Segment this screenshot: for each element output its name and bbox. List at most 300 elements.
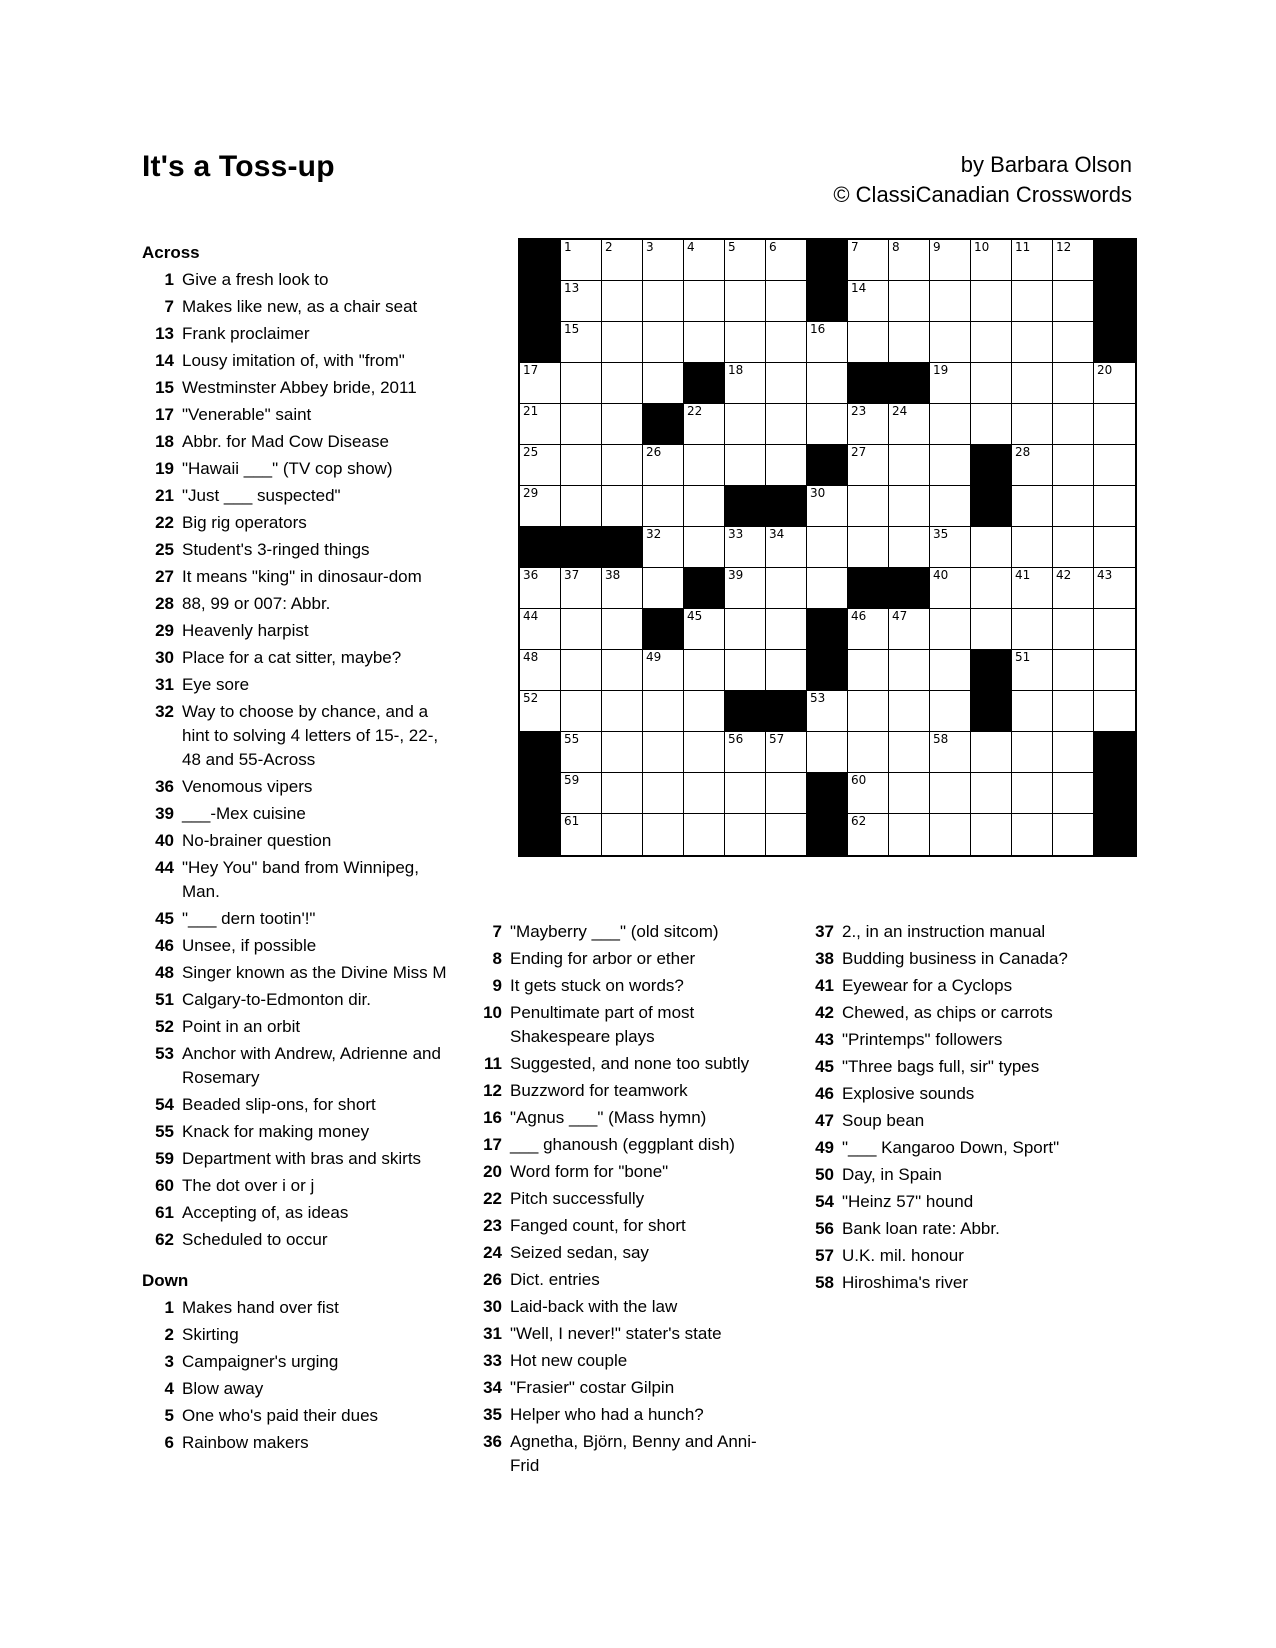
clue-number: 28 [155,594,174,613]
clue-item [470,1079,780,1103]
cell-number: 1 [564,240,572,254]
grid-cell[interactable] [725,240,766,281]
grid-cell[interactable] [602,322,643,363]
grid-cell[interactable] [766,568,807,609]
grid-cell[interactable] [971,814,1012,855]
grid-cell[interactable] [1053,486,1094,527]
grid-cell[interactable] [520,404,561,445]
grid-cell[interactable] [725,281,766,322]
grid-cell[interactable] [1053,363,1094,404]
grid-cell[interactable] [930,609,971,650]
cell-number: 4 [687,240,695,254]
grid-cell[interactable] [643,281,684,322]
clue-number: 29 [155,621,174,640]
grid-cell[interactable] [602,404,643,445]
cell-number: 58 [933,732,949,746]
grid-cell[interactable] [930,281,971,322]
grid-cell[interactable] [684,773,725,814]
grid-cell[interactable] [930,404,971,445]
cell-number: 35 [933,527,949,541]
grid-cell[interactable] [930,568,971,609]
clue-number: 24 [483,1243,502,1262]
grid-cell[interactable] [643,363,684,404]
grid-cell[interactable] [684,486,725,527]
clue-number: 40 [155,831,174,850]
cell-number: 41 [1015,568,1031,582]
cell-number: 2 [605,240,613,254]
grid-cell[interactable] [889,527,930,568]
grid-block [807,773,848,814]
across-clue-list [142,268,452,1252]
clue-text: No-brainer question [182,831,332,850]
grid-cell[interactable] [1012,609,1053,650]
grid-cell[interactable] [1012,322,1053,363]
grid-cell[interactable] [889,609,930,650]
cell-number: 20 [1097,363,1113,377]
clue-number: 45 [815,1057,834,1076]
grid-cell[interactable] [1012,486,1053,527]
grid-cell[interactable] [602,650,643,691]
grid-cell[interactable] [602,240,643,281]
grid-cell[interactable] [1094,486,1135,527]
grid-cell[interactable] [766,404,807,445]
grid-cell[interactable] [1053,814,1094,855]
grid-block [807,650,848,691]
grid-cell[interactable] [725,445,766,486]
grid-cell[interactable] [643,486,684,527]
grid-cell[interactable] [520,650,561,691]
grid-cell[interactable] [1053,773,1094,814]
grid-cell[interactable] [643,814,684,855]
grid-cell[interactable] [807,732,848,773]
clue-text: "Agnus ___" (Mass hymn) [510,1108,707,1127]
grid-cell[interactable] [643,691,684,732]
grid-cell[interactable] [602,609,643,650]
grid-cell[interactable] [602,773,643,814]
grid-cell[interactable] [766,445,807,486]
grid-cell[interactable] [807,486,848,527]
grid-cell[interactable] [684,322,725,363]
grid-block [643,404,684,445]
grid-cell[interactable] [725,363,766,404]
clue-text: Singer known as the Divine Miss M [182,963,447,982]
grid-cell[interactable] [1094,404,1135,445]
clue-number: 11 [484,1054,502,1073]
grid-cell[interactable] [1094,363,1135,404]
grid-cell[interactable] [602,281,643,322]
grid-cell[interactable] [766,363,807,404]
grid-cell[interactable] [602,363,643,404]
grid-cell[interactable] [520,568,561,609]
clue-number: 52 [155,1017,174,1036]
grid-cell[interactable] [807,363,848,404]
grid-cell[interactable] [520,486,561,527]
grid-cell[interactable] [889,281,930,322]
grid-cell[interactable] [684,691,725,732]
grid-cell[interactable] [930,240,971,281]
grid-cell[interactable] [1012,691,1053,732]
clue-number: 39 [155,804,174,823]
grid-cell[interactable] [930,732,971,773]
grid-cell[interactable] [889,486,930,527]
clue-text: Rainbow makers [182,1433,309,1452]
grid-cell[interactable] [1053,609,1094,650]
grid-cell[interactable] [1094,445,1135,486]
grid-cell[interactable] [725,814,766,855]
cell-number: 48 [523,650,539,664]
clue-number: 51 [155,990,174,1009]
grid-cell[interactable] [848,773,889,814]
clue-number: 22 [155,513,174,532]
grid-cell[interactable] [520,363,561,404]
grid-cell[interactable] [971,568,1012,609]
grid-cell[interactable] [848,527,889,568]
cell-number: 55 [564,732,580,746]
grid-cell[interactable] [602,814,643,855]
cell-number: 51 [1015,650,1031,664]
grid-cell[interactable] [1053,691,1094,732]
grid-cell[interactable] [1012,568,1053,609]
grid-cell[interactable] [684,732,725,773]
grid-cell[interactable] [725,527,766,568]
grid-cell[interactable] [684,609,725,650]
grid-cell[interactable] [1053,404,1094,445]
grid-cell[interactable] [766,814,807,855]
grid-cell[interactable] [602,486,643,527]
grid-cell[interactable] [1053,568,1094,609]
grid-cell[interactable] [971,363,1012,404]
grid-block [520,773,561,814]
clue-column-right [802,920,1102,1298]
grid-cell[interactable] [971,773,1012,814]
grid-cell[interactable] [561,691,602,732]
grid-cell[interactable] [725,732,766,773]
grid-cell[interactable] [561,404,602,445]
grid-cell[interactable] [725,568,766,609]
clue-item [142,1042,452,1090]
grid-cell[interactable] [684,814,725,855]
grid-cell[interactable] [848,650,889,691]
grid-cell[interactable] [1012,814,1053,855]
grid-cell[interactable] [684,445,725,486]
grid-cell[interactable] [807,404,848,445]
clue-item [470,1052,780,1076]
clue-text: Laid-back with the law [510,1297,678,1316]
grid-cell[interactable] [561,363,602,404]
grid-cell[interactable] [643,322,684,363]
clue-text: Seized sedan, say [510,1243,649,1262]
grid-cell[interactable] [930,691,971,732]
clue-number: 17 [483,1135,502,1154]
cell-number: 17 [523,363,539,377]
grid-cell[interactable] [1012,240,1053,281]
down-clue-list-part1 [142,1296,452,1455]
grid-cell[interactable] [561,650,602,691]
grid-cell[interactable] [766,773,807,814]
grid-cell[interactable] [766,650,807,691]
clue-text: Agnetha, Björn, Benny and Anni-Frid [510,1432,757,1475]
grid-block [1094,773,1135,814]
cell-number: 43 [1097,568,1113,582]
cell-number: 24 [892,404,908,418]
clue-number: 37 [815,922,834,941]
clue-number: 32 [155,702,174,721]
grid-cell[interactable] [1053,732,1094,773]
grid-cell[interactable] [1053,445,1094,486]
grid-cell[interactable] [1094,650,1135,691]
grid-cell[interactable] [602,445,643,486]
clue-number: 23 [483,1216,502,1235]
clue-text: "Just ___ suspected" [182,486,341,505]
clue-text: Makes like new, as a chair seat [182,297,418,316]
grid-cell[interactable] [848,281,889,322]
grid-cell[interactable] [766,281,807,322]
clue-text: Dict. entries [510,1270,600,1289]
clue-number: 13 [155,324,174,343]
grid-cell[interactable] [930,322,971,363]
grid-cell[interactable] [561,322,602,363]
grid-cell[interactable] [561,773,602,814]
clue-text: Makes hand over fist [182,1298,339,1317]
grid-cell[interactable] [848,691,889,732]
grid-cell[interactable] [643,732,684,773]
clue-number: 41 [815,976,834,995]
grid-cell[interactable] [971,732,1012,773]
grid-cell[interactable] [1012,527,1053,568]
clue-number: 62 [155,1230,174,1249]
grid-cell[interactable] [889,322,930,363]
grid-cell[interactable] [561,814,602,855]
grid-cell[interactable] [1053,322,1094,363]
grid-cell[interactable] [1012,445,1053,486]
clue-number: 43 [815,1030,834,1049]
grid-cell[interactable] [643,527,684,568]
grid-block [848,568,889,609]
grid-cell[interactable] [971,281,1012,322]
grid-cell[interactable] [848,609,889,650]
grid-cell[interactable] [848,732,889,773]
grid-cell[interactable] [684,527,725,568]
grid-cell[interactable] [848,445,889,486]
grid-cell[interactable] [725,773,766,814]
clue-number: 18 [155,432,174,451]
clue-item [802,1271,1102,1295]
grid-cell[interactable] [1053,527,1094,568]
grid-cell[interactable] [643,240,684,281]
clue-item [142,565,452,589]
grid-cell[interactable] [602,568,643,609]
clue-item [142,1431,452,1455]
grid-cell[interactable] [930,773,971,814]
grid-cell[interactable] [766,240,807,281]
grid-cell[interactable] [725,650,766,691]
grid-cell[interactable] [807,691,848,732]
grid-cell[interactable] [848,240,889,281]
grid-cell[interactable] [807,527,848,568]
clue-item [142,1228,452,1252]
cell-number: 28 [1015,445,1031,459]
grid-block [971,445,1012,486]
clue-number: 19 [155,459,174,478]
grid-cell[interactable] [1012,650,1053,691]
clue-number: 55 [155,1122,174,1141]
grid-cell[interactable] [561,445,602,486]
grid-cell[interactable] [561,240,602,281]
grid-cell[interactable] [561,486,602,527]
grid-cell[interactable] [684,240,725,281]
grid-block [1094,281,1135,322]
clue-text: "Three bags full, sir" types [842,1057,1040,1076]
clue-item [142,349,452,373]
grid-block [848,363,889,404]
clue-text: Way to choose by chance, and a hint to solving 4 letters of 15-, 22-, 48 and 55-Across [182,702,439,769]
grid-cell[interactable] [643,445,684,486]
grid-cell[interactable] [561,609,602,650]
grid-cell[interactable] [889,650,930,691]
grid-cell[interactable] [971,322,1012,363]
grid-cell[interactable] [725,322,766,363]
clue-text: "Hawaii ___" (TV cop show) [182,459,393,478]
grid-cell[interactable] [848,322,889,363]
clue-text: Helper who had a hunch? [510,1405,704,1424]
grid-cell[interactable] [602,691,643,732]
clue-item [142,295,452,319]
grid-cell[interactable] [1094,527,1135,568]
clue-number: 34 [483,1378,502,1397]
clue-number: 17 [155,405,174,424]
grid-cell[interactable] [848,814,889,855]
cell-number: 13 [564,281,580,295]
grid-cell[interactable] [766,609,807,650]
cell-number: 32 [646,527,662,541]
grid-block [807,814,848,855]
clue-item [470,1430,780,1478]
clue-item [142,1350,452,1374]
clue-item [470,920,780,944]
clue-item [470,974,780,998]
grid-cell[interactable] [930,363,971,404]
grid-cell[interactable] [643,773,684,814]
grid-cell[interactable] [971,404,1012,445]
clue-text: Student's 3-ringed things [182,540,370,559]
clue-text: Buzzword for teamwork [510,1081,688,1100]
grid-cell[interactable] [1053,240,1094,281]
grid-cell[interactable] [520,691,561,732]
grid-cell[interactable] [602,732,643,773]
grid-cell[interactable] [561,568,602,609]
grid-cell[interactable] [725,404,766,445]
cell-number: 7 [851,240,859,254]
cell-number: 61 [564,814,580,828]
grid-cell[interactable] [889,240,930,281]
clue-item [142,1377,452,1401]
grid-cell[interactable] [930,814,971,855]
clue-text: Hiroshima's river [842,1273,969,1292]
clue-item [142,1015,452,1039]
clue-text: Scheduled to occur [182,1230,328,1249]
grid-cell[interactable] [1094,609,1135,650]
grid-block [971,486,1012,527]
clue-text: Lousy imitation of, with "from" [182,351,405,370]
cell-number: 14 [851,281,867,295]
grid-cell[interactable] [930,486,971,527]
grid-cell[interactable] [684,650,725,691]
grid-cell[interactable] [520,445,561,486]
grid-cell[interactable] [643,568,684,609]
clue-column-middle [470,920,780,1481]
grid-cell[interactable] [766,322,807,363]
grid-cell[interactable] [725,609,766,650]
grid-cell[interactable] [848,486,889,527]
cell-number: 42 [1056,568,1072,582]
grid-cell[interactable] [766,527,807,568]
cell-number: 10 [974,240,990,254]
cell-number: 30 [810,486,826,500]
grid-block [643,609,684,650]
grid-cell[interactable] [766,732,807,773]
clue-number: 27 [155,567,174,586]
grid-cell[interactable] [684,281,725,322]
cell-number: 45 [687,609,703,623]
clue-text: Eye sore [182,675,250,694]
grid-cell[interactable] [971,609,1012,650]
grid-cell[interactable] [889,691,930,732]
grid-cell[interactable] [1012,732,1053,773]
grid-cell[interactable] [807,322,848,363]
grid-cell[interactable] [1012,281,1053,322]
clue-text: 2., in an instruction manual [842,922,1046,941]
clue-number: 56 [815,1219,834,1238]
clue-item [142,1093,452,1117]
grid-cell[interactable] [971,240,1012,281]
grid-cell[interactable] [561,732,602,773]
clue-item [142,1323,452,1347]
clue-number: 30 [155,648,174,667]
clue-number: 44 [155,858,174,877]
grid-cell[interactable] [930,445,971,486]
grid-cell[interactable] [889,732,930,773]
grid-cell[interactable] [684,404,725,445]
grid-cell[interactable] [889,445,930,486]
cell-number: 22 [687,404,703,418]
cell-number: 16 [810,322,826,336]
grid-cell[interactable] [1012,773,1053,814]
grid-cell[interactable] [889,773,930,814]
grid-cell[interactable] [1053,281,1094,322]
grid-cell[interactable] [889,814,930,855]
grid-cell[interactable] [1053,650,1094,691]
grid-cell[interactable] [971,527,1012,568]
grid-cell[interactable] [848,404,889,445]
clue-number: 57 [815,1246,834,1265]
grid-cell[interactable] [561,281,602,322]
grid-cell[interactable] [1094,691,1135,732]
grid-cell[interactable] [807,568,848,609]
grid-cell[interactable] [1094,568,1135,609]
grid-cell[interactable] [520,609,561,650]
clue-number: 36 [155,777,174,796]
grid-cell[interactable] [1012,404,1053,445]
grid-cell[interactable] [930,527,971,568]
grid-cell[interactable] [1012,363,1053,404]
clue-number: 16 [483,1108,502,1127]
grid-cell[interactable] [643,650,684,691]
clue-text: Fanged count, for short [510,1216,686,1235]
clue-number: 25 [155,540,174,559]
clue-item [142,1174,452,1198]
grid-cell[interactable] [930,650,971,691]
grid-cell[interactable] [889,404,930,445]
